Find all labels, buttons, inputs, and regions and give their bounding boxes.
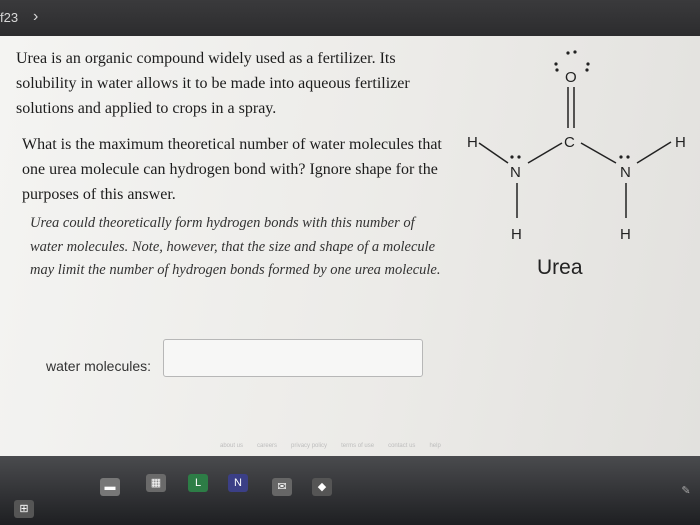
footer-links [220,443,550,449]
question-intro: Urea is an organic compound widely used as a fertilizer. Its solubility in water allows it to be made into aqueous fertilizer solutions and applied to crops in a spray. [16,50,410,117]
atom-h-left: H [467,134,478,151]
atom-h-bottom-right: H [620,226,631,243]
answer-label: water molecules: [46,358,152,374]
molecule-name: Urea [537,256,583,279]
footer-link[interactable]: contact us [388,443,416,449]
taskbar [0,456,700,525]
question-number: f23 [0,10,19,25]
onenote-icon[interactable]: N [228,474,248,492]
atom-o: O [565,69,577,86]
footer-link[interactable]: privacy policy [291,443,328,449]
footer-link[interactable]: help [429,443,441,449]
urea-structure [440,36,700,336]
footer-link[interactable]: terms of use [341,443,375,449]
atom-c: C [564,134,575,151]
footer-link[interactable]: careers [257,443,278,449]
chevron-right-icon[interactable]: › [33,8,39,25]
store-icon[interactable]: ▦ [146,474,166,492]
libreoffice-icon[interactable]: L [188,474,208,492]
atom-n-right: N [620,164,631,181]
question-panel [0,36,700,456]
top-bar [0,0,700,36]
question-prompt: What is the maximum theoretical number of water molecules that one urea molecule can hydrogen bond with? Ignore shape for the purposes of this answer. [22,136,442,203]
atom-n-left: N [510,164,521,181]
mail-icon[interactable]: ✉ [272,478,292,496]
app-icon[interactable]: ◆ [312,478,332,496]
pen-icon[interactable]: ✎ [681,485,691,497]
answer-input[interactable] [163,339,423,377]
question-hint: Urea could theoretically form hydrogen bonds with this number of water molecules. Note, however, that the size and shape of a molecule may limit the number of hydrogen bonds formed by one urea molecule. [30,215,441,278]
file-icon[interactable]: ▬ [100,478,120,496]
footer-link[interactable]: about us [220,443,244,449]
atom-h-bottom-left: H [511,226,522,243]
atom-h-right: H [675,134,686,151]
start-icon[interactable]: ⊞ [14,500,34,518]
